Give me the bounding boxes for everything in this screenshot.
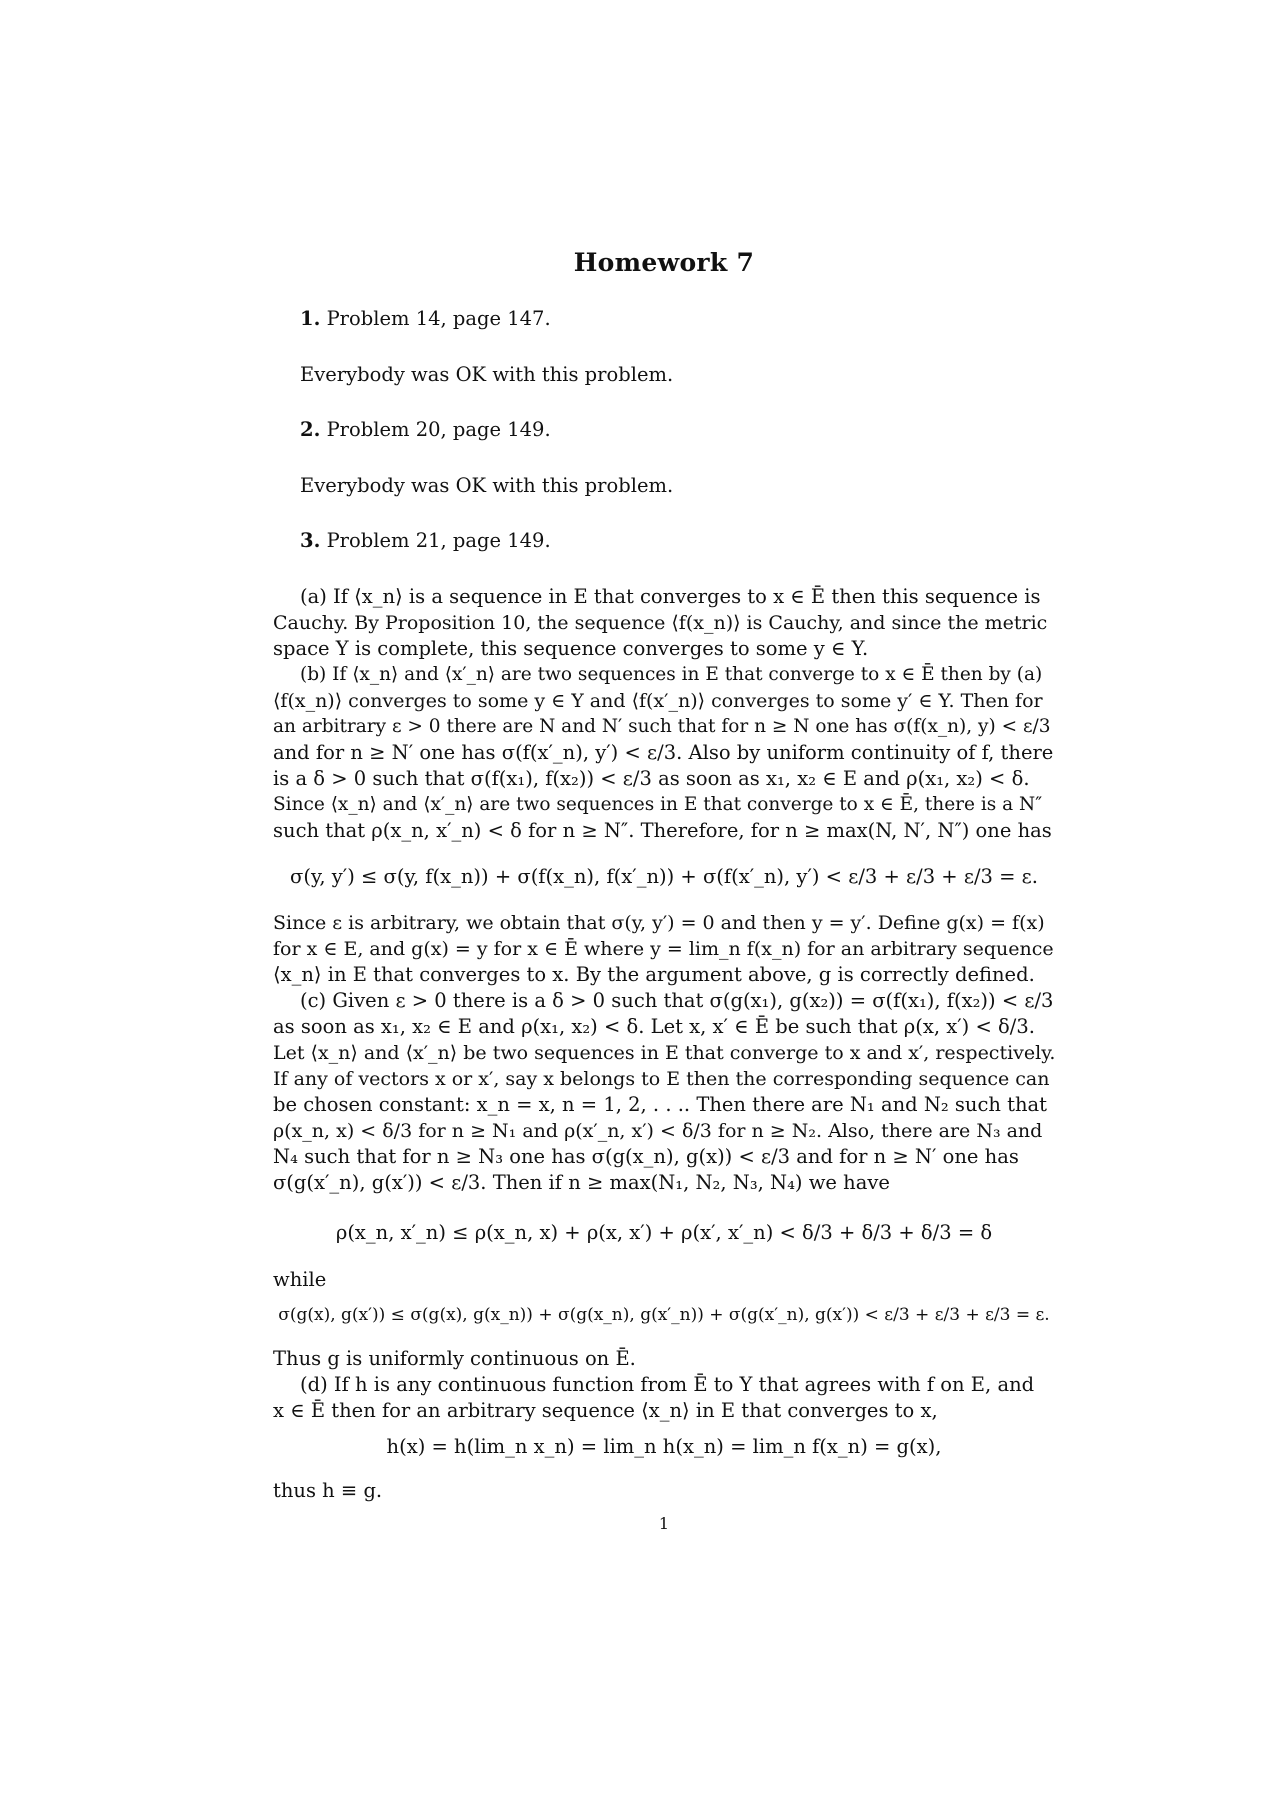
- body-line: x ∈ Ē then for an arbitrary sequence ⟨x_n⟩ in E that converges to x,: [273, 1399, 938, 1422]
- body-line: N₄ such that for n ≥ N₃ one has σ(g(x_n), g(x)) < ε/3 and for n ≥ N′ one has: [273, 1145, 1019, 1168]
- body-line: Cauchy. By Proposition 10, the sequence ⟨f(x_n)⟩ is Cauchy, and since the metric: [273, 612, 1048, 634]
- body-line: (d) If h is any continuous function from Ē to Y that agrees with f on E, and: [300, 1373, 1035, 1396]
- display-equation: σ(y, y′) ≤ σ(y, f(x_n)) + σ(f(x_n), f(x′_n)) + σ(f(x′_n), y′) < ε/3 + ε/3 + ε/3 = ε.: [290, 865, 1038, 888]
- display-equation: ρ(x_n, x′_n) ≤ ρ(x_n, x) + ρ(x, x′) + ρ(x′, x′_n) < δ/3 + δ/3 + δ/3 = δ: [335, 1221, 993, 1244]
- body-line: such that ρ(x_n, x′_n) < δ for n ≥ N″. Therefore, for n ≥ max(N, N′, N″) one has: [273, 819, 1052, 842]
- body-line: (b) If ⟨x_n⟩ and ⟨x′_n⟩ are two sequences in E that converge to x ∈ Ē then by (a): [300, 664, 1043, 685]
- page-number: 1: [658, 1514, 670, 1533]
- body-line: ⟨x_n⟩ in E that converges to x. By the argument above, g is correctly defined.: [273, 963, 1035, 986]
- body-line: Since ⟨x_n⟩ and ⟨x′_n⟩ are two sequences in E that converge to x ∈ Ē, there is a N″: [273, 794, 1043, 815]
- problem-2-heading: [300, 417, 551, 443]
- body-line: If any of vectors x or x′, say x belongs to E then the corresponding sequence can: [273, 1068, 1050, 1090]
- body-line: thus h ≡ g.: [273, 1479, 383, 1502]
- body-line: Since ε is arbitrary, we obtain that σ(y, y′) = 0 and then y = y′. Define g(x) = f(x): [273, 912, 1045, 934]
- problem-2-text: Problem 20, page 149.: [326, 418, 551, 441]
- body-line: (c) Given ε > 0 there is a δ > 0 such that σ(g(x₁), g(x₂)) = σ(f(x₁), f(x₂)) < ε/3: [300, 989, 1054, 1012]
- problem-2-number: 2.: [300, 418, 321, 441]
- body-line: as soon as x₁, x₂ ∈ E and ρ(x₁, x₂) < δ. Let x, x′ ∈ Ē be such that ρ(x, x′) < δ/3.: [273, 1015, 1035, 1038]
- body-line: Thus g is uniformly continuous on Ē.: [273, 1347, 636, 1370]
- body-line: ρ(x_n, x) < δ/3 for n ≥ N₁ and ρ(x′_n, x′) < δ/3 for n ≥ N₂. Also, there are N₃ and: [273, 1120, 1043, 1142]
- body-line: while: [273, 1268, 327, 1291]
- problem-3-heading: [300, 528, 551, 554]
- body-line: and for n ≥ N′ one has σ(f(x′_n), y′) < ε/3. Also by uniform continuity of f, there: [273, 741, 1054, 764]
- page-title: Homework 7: [573, 248, 755, 277]
- body-line: ⟨f(x_n)⟩ converges to some y ∈ Y and ⟨f(x′_n)⟩ converges to some y′ ∈ Y. Then for: [273, 690, 1043, 712]
- problem-1-number: 1.: [300, 307, 321, 330]
- problem-1-comment: Everybody was OK with this problem.: [300, 363, 674, 386]
- body-line: Let ⟨x_n⟩ and ⟨x′_n⟩ be two sequences in E that converge to x and x′, respectively.: [273, 1042, 1056, 1064]
- problem-2-comment: Everybody was OK with this problem.: [300, 474, 674, 497]
- display-equation: σ(g(x), g(x′)) ≤ σ(g(x), g(x_n)) + σ(g(x_n), g(x′_n)) + σ(g(x′_n), g(x′)) < ε/3 + ε/3 + ε/3 = ε.: [278, 1305, 1050, 1325]
- problem-3-text: Problem 21, page 149.: [326, 529, 551, 552]
- body-line: (a) If ⟨x_n⟩ is a sequence in E that converges to x ∈ Ē then this sequence is: [300, 585, 1041, 608]
- problem-1-text: Problem 14, page 147.: [326, 307, 551, 330]
- body-line: is a δ > 0 such that σ(f(x₁), f(x₂)) < ε/3 as soon as x₁, x₂ ∈ E and ρ(x₁, x₂) < δ.: [273, 767, 1030, 790]
- body-line: be chosen constant: x_n = x, n = 1, 2, . . .. Then there are N₁ and N₂ such that: [273, 1093, 1047, 1116]
- body-line: σ(g(x′_n), g(x′)) < ε/3. Then if n ≥ max(N₁, N₂, N₃, N₄) we have: [273, 1171, 890, 1194]
- display-equation: h(x) = h(lim_n x_n) = lim_n h(x_n) = lim_n f(x_n) = g(x),: [386, 1435, 942, 1458]
- problem-3-number: 3.: [300, 529, 321, 552]
- body-line: space Y is complete, this sequence converges to some y ∈ Y.: [273, 637, 869, 660]
- document-page: [273, 0, 1055, 1811]
- body-line: for x ∈ E, and g(x) = y for x ∈ Ē where y = lim_n f(x_n) for an arbitrary sequence: [273, 938, 1054, 960]
- problem-1-heading: [300, 306, 551, 332]
- body-line: an arbitrary ε > 0 there are N and N′ such that for n ≥ N one has σ(f(x_n), y) < ε/3: [273, 716, 1051, 737]
